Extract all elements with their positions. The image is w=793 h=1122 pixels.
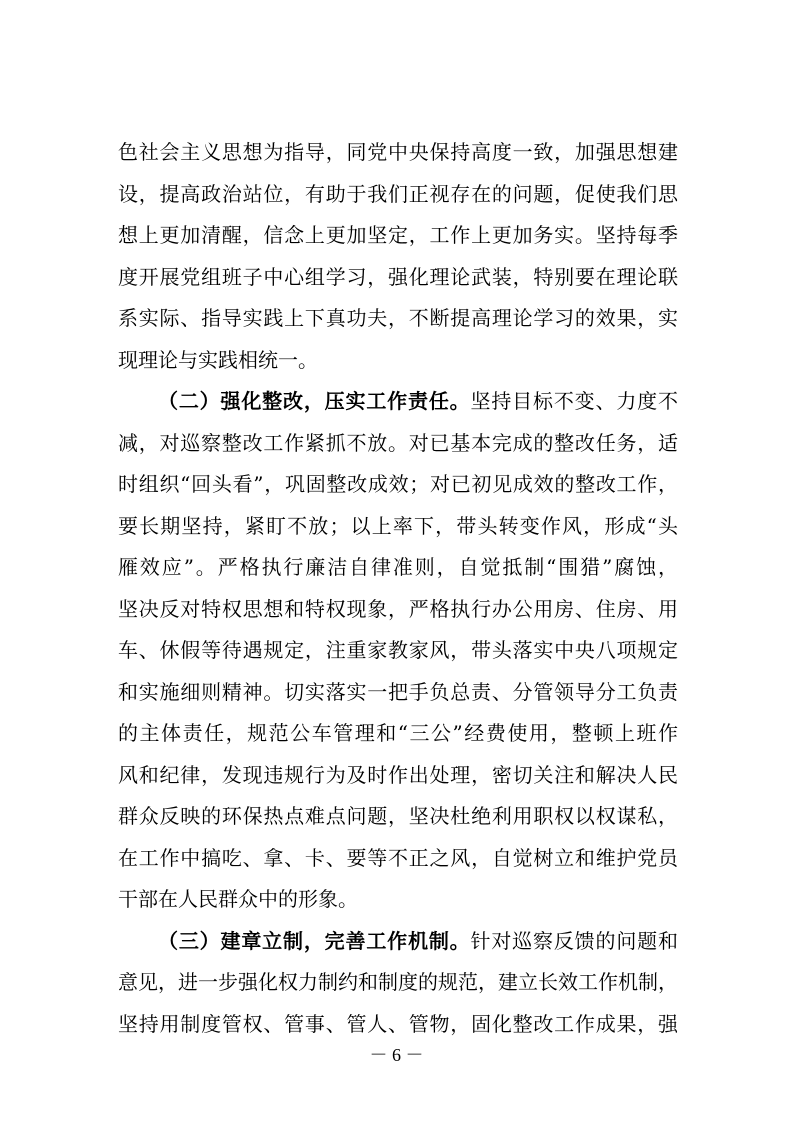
paragraph-line: 雁效应”。严格执行廉洁自律准则，自觉抵制“围猎”腐蚀，	[118, 555, 678, 579]
paragraph-line: 和实施细则精神。切实落实一把手负总责、分管领导分工负责	[118, 679, 678, 704]
section-text: 针对巡察反馈的问题和	[470, 928, 678, 953]
paragraph-line: 意见，进一步强化权力制约和制度的规范，建立长效工作机制，	[118, 970, 678, 994]
page-number: － 6 －	[369, 1045, 424, 1065]
paragraph-line: 度开展党组班子中心组学习，强化理论武装，特别要在理论联	[118, 264, 678, 289]
paragraph-line: 车、休假等待遇规定，注重家教家风，带头落实中央八项规定	[118, 638, 678, 662]
section-first-line	[158, 921, 678, 961]
section-first-line	[158, 381, 678, 421]
paragraph-line: 现理论与实践相统一。	[118, 347, 318, 372]
paragraph-line: 坚决反对特权思想和特权现象，严格执行办公用房、住房、用	[118, 596, 678, 621]
paragraph-line: 减，对巡察整改工作紧抓不放。对已基本完成的整改任务，适	[118, 430, 678, 455]
paragraph-line: 时组织“回头看”，巩固整改成效；对已初见成效的整改工作，	[118, 472, 678, 496]
paragraph-line: 在工作中搞吃、拿、卡、要等不正之风，自觉树立和维护党员	[118, 845, 678, 870]
paragraph-line: 干部在人民群众中的形象。	[118, 887, 358, 911]
paragraph-line: 设，提高政治站位，有助于我们正视存在的问题，促使我们思	[118, 181, 678, 206]
paragraph-line: 的主体责任，规范公车管理和“三公”经费使用，整顿上班作	[118, 721, 678, 745]
paragraph-line: 想上更加清醒，信念上更加坚定，工作上更加务实。坚持每季	[118, 223, 678, 247]
paragraph-line: 风和纪律，发现违规行为及时作出处理，密切关注和解决人民	[118, 762, 678, 787]
section-heading: （三）建章立制，完善工作机制。	[158, 928, 471, 953]
section-heading: （二）强化整改，压实工作责任。	[158, 389, 471, 413]
paragraph-line: 要长期坚持，紧盯不放；以上率下，带头转变作风，形成“头	[118, 513, 678, 538]
paragraph-line: 色社会主义思想为指导，同党中央保持高度一致，加强思想建	[118, 140, 678, 164]
section-text: 坚持目标不变、力度不	[470, 389, 678, 413]
paragraph-line: 系实际、指导实践上下真功夫，不断提高理论学习的效果，实	[118, 306, 678, 330]
paragraph-line: 坚持用制度管权、管事、管人、管物，固化整改工作成果，强	[118, 1011, 678, 1036]
paragraph-line: 群众反映的环保热点难点问题，坚决杜绝利用职权以权谋私，	[118, 804, 678, 828]
